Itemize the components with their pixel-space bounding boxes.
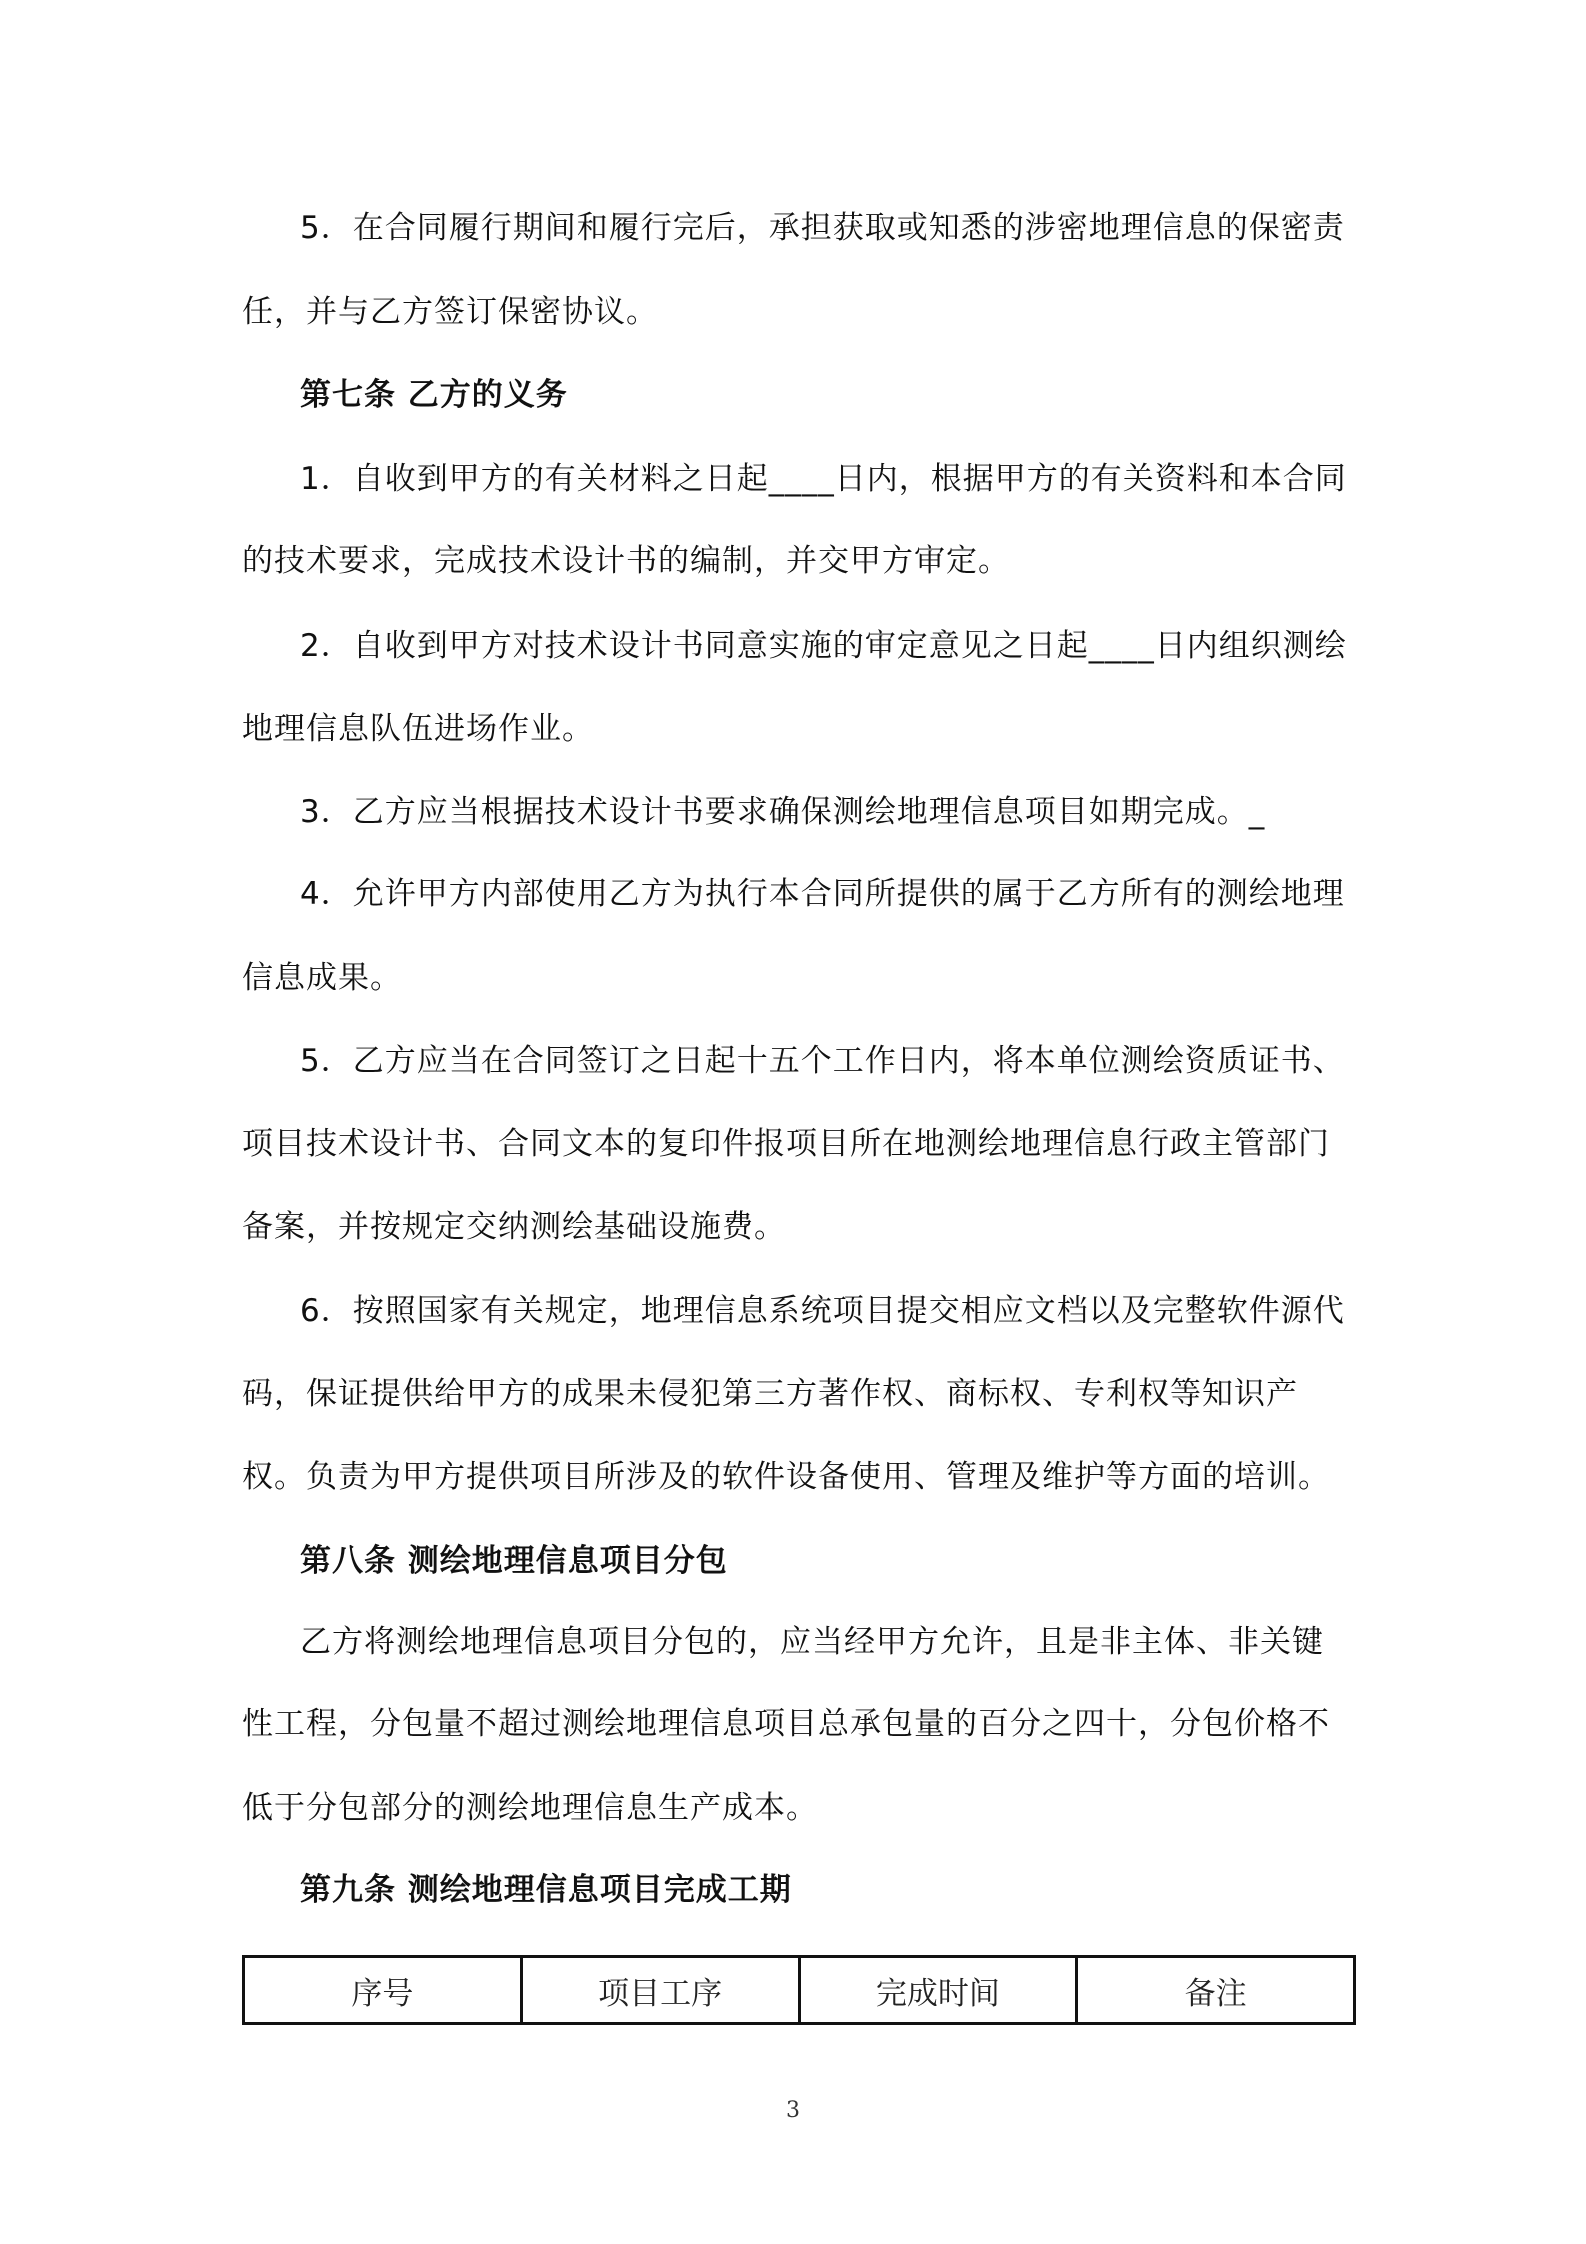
header-cell-remark: 备注 (1077, 1957, 1355, 2024)
header-cell-time: 完成时间 (799, 1957, 1077, 2024)
header-cell-process: 项目工序 (521, 1957, 799, 2024)
header-cell-no: 序号 (244, 1957, 522, 2024)
paragraph-line: 的技术要求，完成技术设计书的编制，并交甲方审定。 (242, 543, 1010, 579)
paragraph-line: 乙方将测绘地理信息项目分包的，应当经甲方允许，且是非主体、非关键 (300, 1624, 1324, 1660)
section-heading: 第八条 测绘地理信息项目分包 (300, 1543, 728, 1579)
paragraph-line: 信息成果。 (242, 960, 402, 996)
paragraph-line: 性工程，分包量不超过测绘地理信息项目总承包量的百分之四十，分包价格不 (242, 1706, 1330, 1742)
page-number: 3 (786, 2098, 800, 2123)
paragraph-line: 4．允许甲方内部使用乙方为执行本合同所提供的属于乙方所有的测绘地理 (300, 876, 1345, 912)
paragraph-line: 项目技术设计书、合同文本的复印件报项目所在地测绘地理信息行政主管部门 (242, 1126, 1330, 1162)
paragraph-line: 码，保证提供给甲方的成果未侵犯第三方著作权、商标权、专利权等知识产 (242, 1376, 1298, 1412)
paragraph-line: 6．按照国家有关规定，地理信息系统项目提交相应文档以及完整软件源代 (300, 1293, 1345, 1329)
schedule-table (242, 1955, 1356, 2025)
paragraph-line: 权。负责为甲方提供项目所涉及的软件设备使用、管理及维护等方面的培训。 (242, 1459, 1330, 1495)
paragraph-line: 低于分包部分的测绘地理信息生产成本。 (242, 1790, 818, 1826)
paragraph-line: 3．乙方应当根据技术设计书要求确保测绘地理信息项目如期完成。_ (300, 794, 1266, 830)
paragraph-line: 2．自收到甲方对技术设计书同意实施的审定意见之日起____日内组织测绘 (300, 628, 1347, 664)
table-header-row (244, 1957, 1355, 2024)
paragraph-line: 5．在合同履行期间和履行完后，承担获取或知悉的涉密地理信息的保密责 (300, 210, 1345, 246)
paragraph-line: 1．自收到甲方的有关材料之日起____日内，根据甲方的有关资料和本合同 (300, 461, 1347, 497)
paragraph-line: 地理信息队伍进场作业。 (242, 711, 594, 747)
section-heading: 第九条 测绘地理信息项目完成工期 (300, 1872, 792, 1908)
paragraph-line: 5．乙方应当在合同签订之日起十五个工作日内，将本单位测绘资质证书、 (300, 1043, 1345, 1079)
section-heading: 第七条 乙方的义务 (300, 377, 568, 413)
paragraph-line: 任，并与乙方签订保密协议。 (242, 294, 658, 330)
paragraph-line: 备案，并按规定交纳测绘基础设施费。 (242, 1209, 786, 1245)
